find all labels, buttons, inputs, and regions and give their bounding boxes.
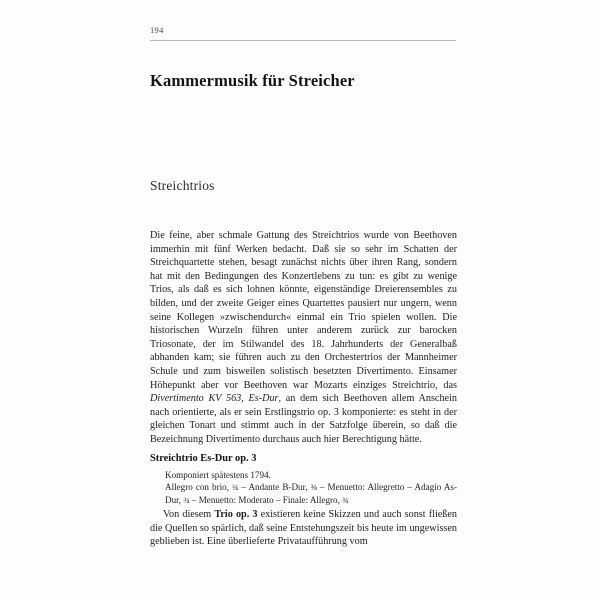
closing-text-block	[150, 508, 457, 549]
running-head	[150, 26, 456, 41]
body-paragraph	[150, 229, 457, 447]
work-entry-block	[150, 452, 457, 507]
section-title: Streichtrios	[150, 178, 215, 194]
movements-part-4: – Menuetto: Moderato – Finale: Allegro,	[189, 495, 343, 506]
closing-bold-reference: Trio op. 3	[214, 509, 258, 520]
body-paragraph-part-1: Die feine, aber schmale Gattung des Streichtrios wurde von Beethoven immerhin mit fünf Werken bedacht. Daß sie so sehr im Schatten der Streichquartette stehen, besagt zunächst nichts über ihren Rang, sondern hat mit den Bedingungen des Konzertlebens zu tun: es gibt zu wenige Trios, als daß es sich lohnen könnte, eigenständige Dreierensembles zu bilden, und der zweite Geiger eines Quartettes pausiert nur ungern, wenn seine Kollegen »zwischendurch« einmal ein Trio spielen wollen. Die historischen Wurzeln führen unter anderem zurück zur barocken Triosonate, der im Stilwandel des 18. Jahrhunderts der Generalbaß abhanden kam; sie führen auch zu den Orchestertrios der Mannheimer Schule und zum bisweilen solistisch besetzten Divertimento. Einsamer Höhepunkt aber vor Beethoven war Mozarts einziges Streichtrio, das	[150, 230, 457, 391]
closing-paragraph	[150, 508, 457, 549]
movements-part-3: – Menuetto: Allegretto – Adagio As-Dur,	[165, 481, 457, 506]
time-signature-3: ¾	[183, 496, 190, 506]
chapter-title: Kammermusik für Streicher	[150, 71, 355, 91]
time-signature-4: ¾	[342, 496, 349, 506]
header-rule	[150, 40, 456, 41]
body-paragraph-italic-title: Divertimento KV 563, Es-Dur	[150, 393, 279, 405]
body-paragraph-part-2: , an dem sich Beethoven allem Anschein nach orientierte, als er sein Erstlingstrio op. 3 komponierte: es steht in der gleichen Tonart und stimmt auch in der Satzfolge überein, so daß die Bezeichnung Divertimento durchaus auch hier Berechtigung hätte.	[150, 393, 457, 445]
page-number: 194	[150, 25, 164, 35]
work-composed-date: Komponiert spätestens 1794.	[165, 469, 271, 480]
time-signature-2: ⅜	[310, 482, 317, 492]
closing-part-1: Von diesem	[163, 509, 215, 520]
time-signature-1: ¾	[232, 482, 239, 492]
closing-part-2: existieren keine Skizzen und auch sonst fließen die Quellen so spärlich, daß seine Entstehungszeit bis heute im ungewissen geblieben ist. Eine überlieferte Privataufführung vom	[150, 509, 458, 548]
movements-part-1: Allegro con brio,	[165, 481, 233, 492]
body-text-block	[150, 229, 457, 447]
movements-part-2: – Andante B-Dur,	[238, 481, 311, 492]
work-movements	[150, 481, 457, 508]
work-title: Streichtrio Es-Dur op. 3	[150, 453, 257, 464]
